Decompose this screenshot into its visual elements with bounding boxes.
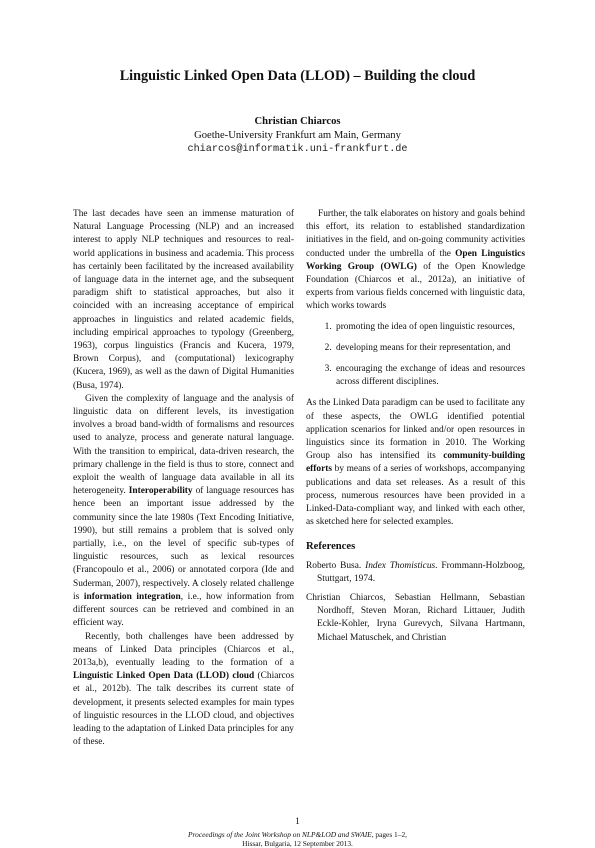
left-column (73, 208, 294, 749)
community-building-bold: community-building efforts (306, 451, 525, 475)
list-item: 3. encouraging the exchange of ideas and resources across different disciplines. (334, 363, 525, 389)
reference-item: Christian Chiarcos, Sebastian Hellmann, Sebastian Nordhoff, Steven Moran, Richard Littauer, Judith Eckle-Kohler, Iryna Gurevych, Silvana Hartmann, Michael Matuschek, and Christian (306, 593, 525, 643)
paragraph-3-text-b: (Chiarcos et al., 2012b). The talk describes its current state of development, it presents selected examples for main types of linguistic resources in the LLOD cloud, and objectives leading to the adaptation of Linked Data principles for any of these. (73, 671, 294, 748)
paragraph-5-text-b: by means of a series of workshops, accompanying publications and data set releases. As a result of this process, numerous resources have been provided in a Linked-Data-compliant way, and linked with each other, as sketched here for selected examples. (306, 464, 525, 528)
paper-title: Linguistic Linked Open Data (LLOD) – Building the cloud (119, 68, 476, 84)
footer-pages: , pages 1–2, (371, 830, 407, 839)
footer-venue: Proceedings of the Joint Workshop on NLP&LOD and SWAIE (188, 830, 372, 839)
author-email: chiarcos@informatik.uni-frankfurt.de (187, 144, 408, 155)
right-column (306, 208, 525, 651)
paragraph-4 (306, 208, 525, 314)
goals-list (306, 321, 525, 390)
paragraph-2-text-b: of language resources has hence been an important issue addressed by the community since the late 1980s (Text Encoding Initiative, 1990), but still remains a problem that is solved only partially, i.e., on the level of specific sub-types of linguistic resources, such as lexical resources (Francopoulo et al., 2006) or annotated corpora (Ide and Suderman, 2007), respectively. A closely related challenge is (73, 486, 295, 602)
paragraph-2-text: Given the complexity of language and the analysis of linguistic data on different levels, its investigation involves a broad band-width of formalisms and resources used to analyze, process and generate natural language. With the transition to empirical, data-driven research, the primary challenge in the field is thus to store, connect and exploit the wealth of language data available in all its heterogeneity. (73, 393, 294, 497)
paragraph-4-text-b: of the Open Knowledge Foundation (Chiarcos et al., 2012a), an initiative of experts from various fields concerned with linguistic data, which works towards (306, 261, 525, 312)
list-item: 1. promoting the idea of open linguistic resources, (334, 321, 525, 334)
proceedings-footer (0, 830, 595, 848)
reference-title: Index Thomisticus (365, 560, 436, 571)
author-name: Christian Chiarcos (254, 116, 341, 127)
reference-text-b: . Frommann-Holzboog, Stuttgart, 1974. (317, 560, 525, 584)
information-integration-bold: information integration (83, 591, 181, 602)
paragraph-1: The last decades have seen an immense maturation of Natural Language Processing (NLP) and an increased interest to apply NLP techniques and resources to real-world applications in business and academia. This process has certainly been facilitated by the increased availability of language data in the internet age, and the subsequent paradigm shift to statistical approaches, but also it coincided with an increasing acceptance of empirical approaches in linguistics and related academic fields, including empirical approaches to typology (Greenberg, 1963), corpus linguistics (Francis and Kucera, 1979, Brown Corpus), and (computational) lexicography (Kucera, 1969), as well as the dawn of Digital Humanities (Busa, 1974). (73, 209, 294, 391)
references-heading: References (306, 541, 356, 553)
footer-location: Hissar, Bulgaria, 12 September 2013. (242, 839, 353, 848)
paragraph-4-text: Further, the talk elaborates on history and goals behind this effort, its relation to established standardization initiatives in the field, and on-going community activities conducted under the umbrella of the (306, 209, 525, 259)
author-affiliation: Goethe-University Frankfurt am Main, Germany (194, 130, 401, 141)
paragraph-2 (73, 393, 294, 631)
interoperability-bold: Interoperability (128, 486, 193, 497)
paragraph-3 (73, 631, 294, 750)
paragraph-5-text: As the Linked Data paradigm can be used to facilitate any of these aspects, the OWLG identified potential application scenarios for linked and/or open resources in linguistics since its formation in 2010. The Working Group also has intensified its (306, 398, 525, 462)
llod-cloud-bold: Linguistic Linked Open Data (LLOD) cloud (73, 671, 255, 682)
paragraph-5 (306, 397, 525, 529)
reference-item (306, 560, 525, 586)
paragraph-2-text-c: , i.e., how information from different sources can be retrieved and combined in an efficient way. (73, 591, 294, 629)
page-number: 1 (295, 817, 300, 827)
reference-text: Roberto Busa. (306, 560, 366, 571)
paragraph-3-text: Recently, both challenges have been addressed by means of Linked Data principles (Chiarcos et al., 2013a,b), eventually leading to the formation of a (73, 631, 294, 668)
owlg-bold: Open Linguistics Working Group (OWLG) (306, 248, 525, 272)
list-item: 2. developing means for their representation, and (334, 342, 525, 355)
